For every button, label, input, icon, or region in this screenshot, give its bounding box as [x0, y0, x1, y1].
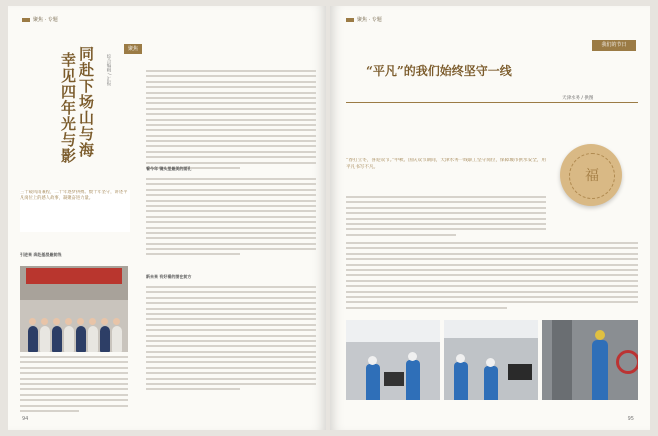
author: 天津水务 / 供图 [562, 96, 594, 101]
header-mark-icon [22, 18, 30, 22]
right-body-1 [346, 196, 546, 239]
right-header [346, 16, 382, 23]
right-body-2 [346, 242, 638, 312]
left-body-top [146, 70, 316, 172]
right-page-number: 95 [627, 416, 634, 422]
lead-text: 三十载风雨兼程，二十年逐梦拼搏。数十年坚守，讲述平凡岗位上的感人故事，凝聚奋进力量。 [20, 190, 128, 202]
photo-workers-1 [346, 320, 440, 400]
left-title: 幸见四年光与影 [59, 52, 77, 164]
left-header [22, 16, 58, 23]
mooncake-char: 福 [569, 153, 615, 199]
left-title-2: 同赴下场山与海 [77, 46, 95, 158]
left-page [8, 6, 326, 430]
headline: “平凡”的我们始终坚守一线 [366, 64, 512, 78]
left-page-number: 94 [22, 416, 29, 422]
mooncake [560, 144, 622, 206]
right-header-text: 聚焦 · 专题 [357, 17, 382, 23]
team-photo [20, 266, 128, 352]
header-mark-icon [346, 18, 354, 22]
left-column-tag: 聚焦 [124, 44, 142, 54]
intro-text: “春打立冬，喜迎双节。”中秋、国庆双节期间，天津水务一线职工坚守岗位，保障城市供水安全，用平凡书写不凡。 [346, 158, 546, 170]
left-byline: 综合编辑 / 汇报 [106, 54, 111, 86]
photo-workers-2 [444, 320, 538, 400]
left-col-bottom [20, 356, 128, 415]
right-page [330, 6, 650, 430]
section-1-title: 引进来 奔赴基层最前线 [20, 252, 62, 257]
right-column-tag: 我们的节日 [592, 40, 636, 51]
lead-box [20, 190, 130, 232]
left-body-bottom [146, 286, 316, 394]
section-2-title: 看今年 镜头里最美的面孔 [146, 166, 192, 171]
section-3-title: 新未来 有好看的图在前方 [146, 274, 192, 279]
photo-workers-3 [542, 320, 638, 400]
headline-rule [346, 102, 638, 103]
left-header-text: 聚焦 · 专题 [33, 17, 58, 23]
left-body-mid [146, 178, 316, 259]
